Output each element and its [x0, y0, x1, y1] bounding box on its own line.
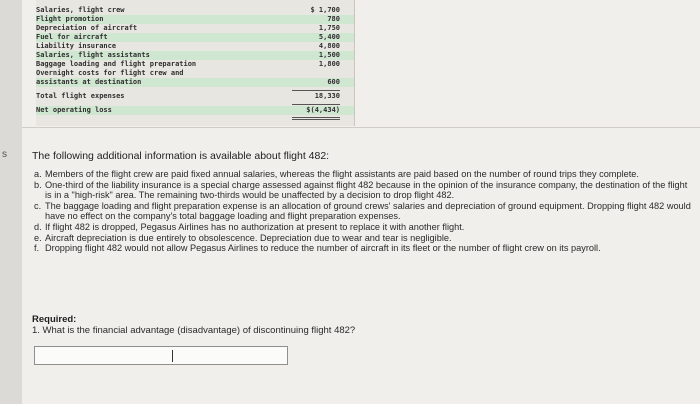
intro-text: The following additional information is available about flight 482: — [32, 150, 330, 162]
item-text: Members of the flight crew are paid fixed annual salaries, whereas the flight assistants are paid based on the number of round trips they complete. — [45, 169, 639, 179]
row-label: Baggage loading and flight preparation — [36, 60, 197, 68]
answer-input[interactable] — [34, 346, 288, 365]
row-label: Liability insurance — [36, 42, 117, 50]
list-item — [32, 222, 692, 233]
double-rule — [292, 119, 340, 120]
item-text: One-third of the liability insurance is a special charge assessed against flight 482 because in the opinion of the insurance company, the destination of the flight is in a "high-risk" area. The remaining two-thirds would be unaffected by a decision to drop flight 482. — [45, 179, 688, 201]
item-letter: c. — [34, 200, 42, 211]
item-text: Aircraft depreciation is due entirely to obsolescence. Depreciation due to wear and tear is negligible. — [45, 232, 452, 243]
row-amount: 4,800 — [318, 42, 340, 50]
item-text: If flight 482 is dropped, Pegasus Airlines has no authorization at present to replace it with another flight. — [45, 221, 465, 232]
statement-row — [36, 15, 354, 24]
additional-info-list — [32, 169, 692, 254]
statement-row — [36, 33, 354, 42]
statement-row — [36, 92, 354, 101]
statement-row — [36, 106, 354, 115]
row-label: Total flight expenses — [36, 92, 125, 100]
statement-row — [36, 6, 354, 15]
statement-row — [36, 24, 354, 33]
total-rule — [292, 104, 340, 105]
row-amount: 780 — [327, 15, 340, 23]
row-amount: 1,750 — [318, 24, 340, 32]
item-letter: a. — [34, 169, 42, 179]
left-margin — [0, 0, 22, 404]
required-heading: Required: — [32, 314, 77, 325]
question-text: 1. What is the financial advantage (disadvantage) of discontinuing flight 482? — [32, 325, 356, 336]
list-item — [32, 169, 692, 180]
row-amount: $ 1,700 — [310, 6, 340, 14]
mouse-cursor — [172, 350, 173, 362]
row-amount: 1,800 — [318, 60, 340, 68]
statement-row — [36, 60, 354, 69]
double-rule — [292, 117, 340, 118]
item-letter: b. — [34, 179, 42, 190]
expense-statement — [36, 0, 355, 126]
row-amount: 5,400 — [318, 33, 340, 41]
section-divider — [22, 127, 700, 128]
item-letter: e. — [34, 232, 42, 243]
row-amount: $(4,434) — [306, 106, 340, 114]
item-text: The baggage loading and flight preparation expense is an allocation of ground crews' salaries and depreciation of ground equipment. Dropping flight 482 would have no effect on the company's total baggage loading and flight preparation expenses. — [45, 200, 691, 222]
row-label: assistants at destination — [36, 78, 142, 86]
row-label: Net operating loss — [36, 106, 112, 114]
row-label: Fuel for aircraft — [36, 33, 108, 41]
row-label: Depreciation of aircraft — [36, 24, 138, 32]
total-rule — [292, 90, 340, 91]
item-letter: f. — [34, 243, 40, 254]
row-label: Salaries, flight crew — [36, 6, 125, 14]
left-marker: s — [2, 149, 7, 160]
item-text: Dropping flight 482 would not allow Pegasus Airlines to reduce the number of aircraft in its fleet or the number of flight crew on its payroll. — [45, 243, 601, 254]
list-item — [32, 243, 692, 254]
statement-row — [36, 42, 354, 51]
statement-row — [36, 78, 354, 87]
statement-row — [36, 51, 354, 60]
item-letter: d. — [34, 221, 42, 232]
list-item — [32, 233, 692, 244]
list-item — [32, 201, 692, 222]
row-amount: 600 — [327, 78, 340, 86]
row-label: Overnight costs for flight crew and — [36, 69, 184, 77]
row-amount: 1,500 — [318, 51, 340, 59]
row-label: Flight promotion — [36, 15, 104, 23]
list-item — [32, 180, 692, 201]
document-page — [22, 0, 700, 404]
row-amount: 18,330 — [314, 92, 340, 100]
statement-row — [36, 69, 354, 78]
row-label: Salaries, flight assistants — [36, 51, 150, 59]
